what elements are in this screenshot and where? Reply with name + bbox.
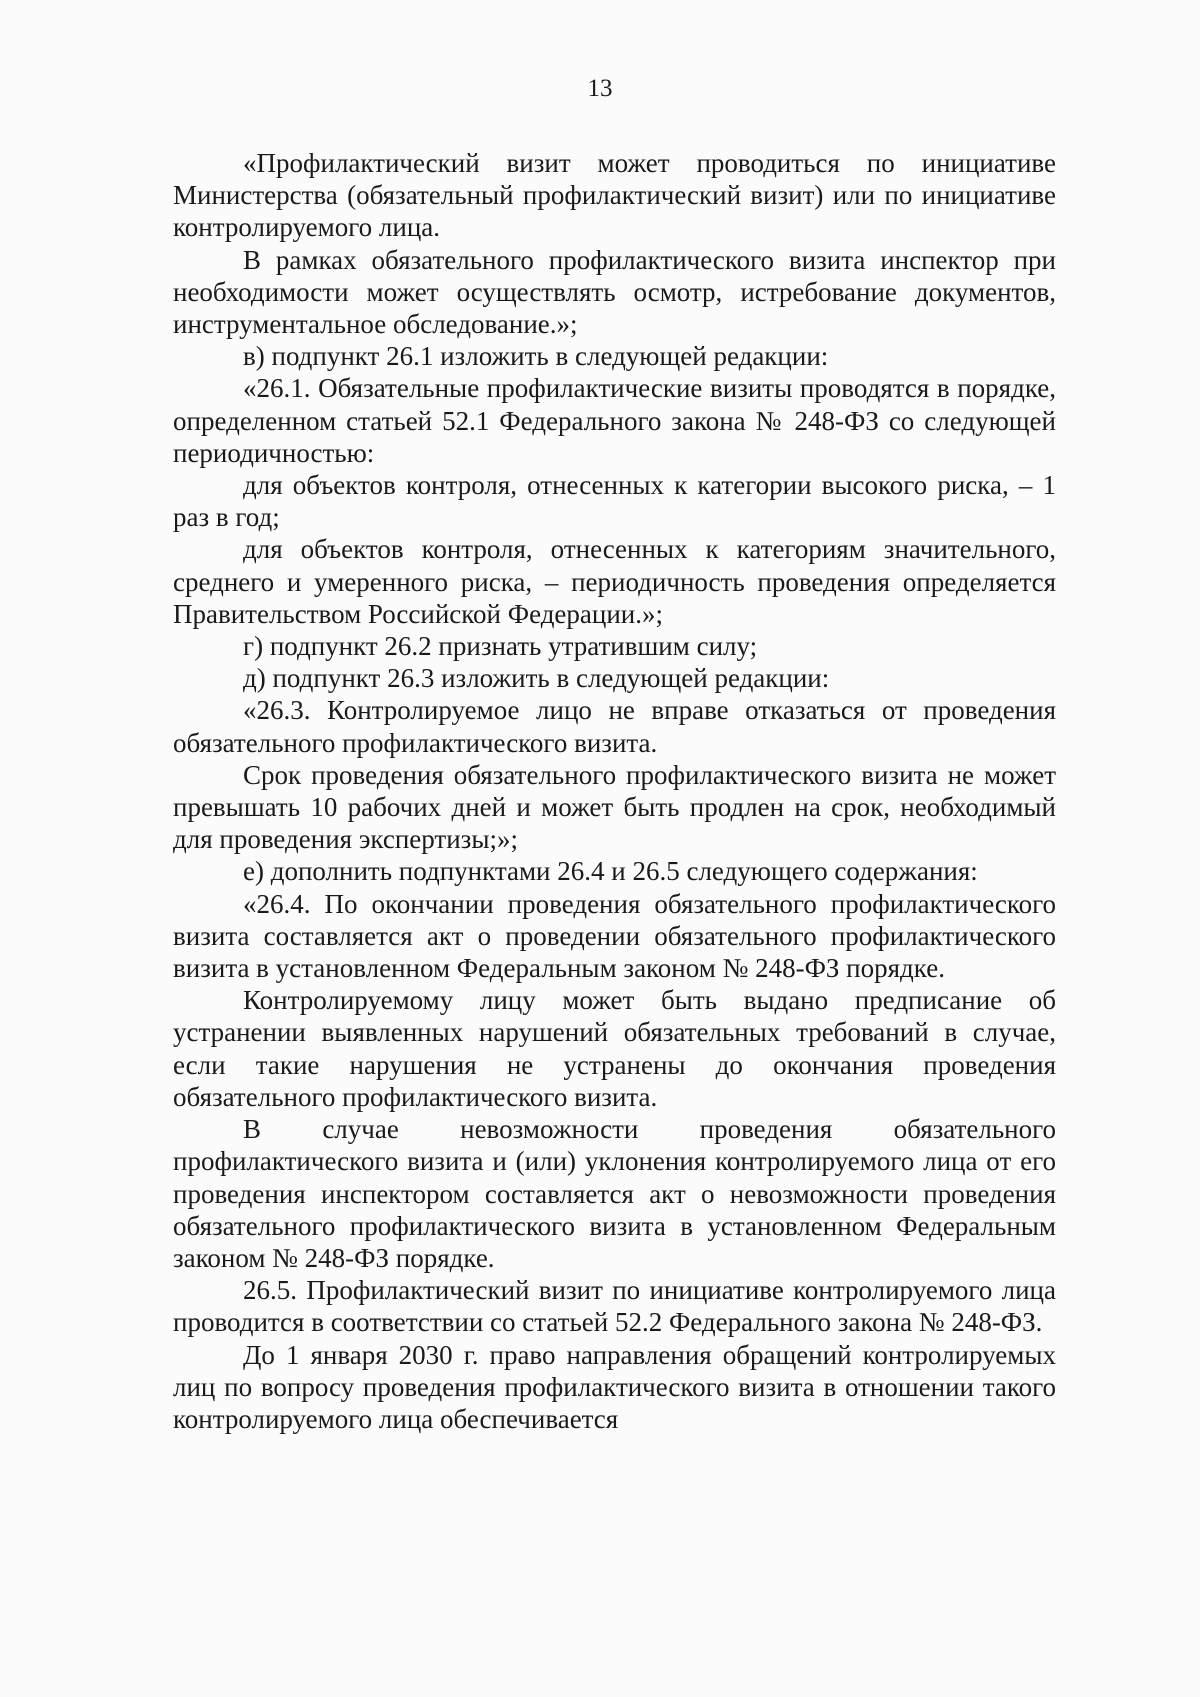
paragraph-26-4: «26.4. По окончании проведения обязательного профилактического визита составляется акт о проведении обязательного профилактического визита в установленном Федеральным законом № 248-ФЗ порядке. bbox=[173, 888, 1056, 984]
paragraph-26-3: «26.3. Контролируемое лицо не вправе отказаться от проведения обязательного профилактического визита. bbox=[173, 695, 1056, 758]
paragraph-high-risk: для объектов контроля, отнесенных к категории высокого риска, – 1 раз в год; bbox=[173, 470, 1056, 533]
paragraph-item-d: д) подпункт 26.3 изложить в следующей редакции: bbox=[243, 663, 830, 694]
paragraph-visit-initiative: «Профилактический визит может проводиться по инициативе Министерства (обязательный профилактический визит) или по инициативе контролируемого лица. bbox=[173, 148, 1056, 243]
paragraph-visit-duration: Срок проведения обязательного профилактического визита не может превышать 10 рабочих дней и может быть продлен на срок, необходимый для проведения экспертизы;»; bbox=[173, 759, 1056, 855]
paragraph-impossibility-act: В случае невозможности проведения обязательного профилактического визита и (или) уклонения контролируемого лица от его проведения инспектором составляется акт о невозможности проведения обязательного профилактического визита в установленном Федеральным законом № 248-ФЗ порядке. bbox=[173, 1114, 1056, 1273]
paragraph-26-5: 26.5. Профилактический визит по инициативе контролируемого лица проводится в соответствии со статьей 52.2 Федерального закона № 248-ФЗ. bbox=[173, 1275, 1056, 1338]
page-number: 13 bbox=[587, 75, 613, 102]
paragraph-item-e: е) дополнить подпунктами 26.4 и 26.5 следующего содержания: bbox=[243, 856, 978, 887]
paragraph-inspector-powers: В рамках обязательного профилактического визита инспектор при необходимости может осуществлять осмотр, истребование документов, инструментальное обследование.»; bbox=[173, 244, 1056, 340]
paragraph-until-2030: До 1 января 2030 г. право направления обращений контролируемых лиц по вопросу проведения профилактического визита в отношении такого контролируемого лица обеспечивается bbox=[173, 1339, 1056, 1434]
paragraph-prescription: Контролируемому лицу может быть выдано предписание об устранении выявленных нарушений обязательных требований в случае, если такие нарушения не устранены до окончания проведения обязательного профилактического визита. bbox=[173, 985, 1056, 1112]
paragraph-item-g: г) подпункт 26.2 признать утратившим силу; bbox=[243, 631, 758, 662]
paragraph-item-v: в) подпункт 26.1 изложить в следующей редакции: bbox=[243, 341, 829, 372]
paragraph-26-1: «26.1. Обязательные профилактические визиты проводятся в порядке, определенном статьей 52.1 Федерального закона № 248-ФЗ со следующей периодичностью: bbox=[173, 373, 1056, 468]
paragraph-other-risk: для объектов контроля, отнесенных к категориям значительного, среднего и умеренного риска, – периодичность проведения определяется Правительством Российской Федерации.»; bbox=[173, 534, 1056, 629]
document-body bbox=[173, 147, 1056, 1435]
